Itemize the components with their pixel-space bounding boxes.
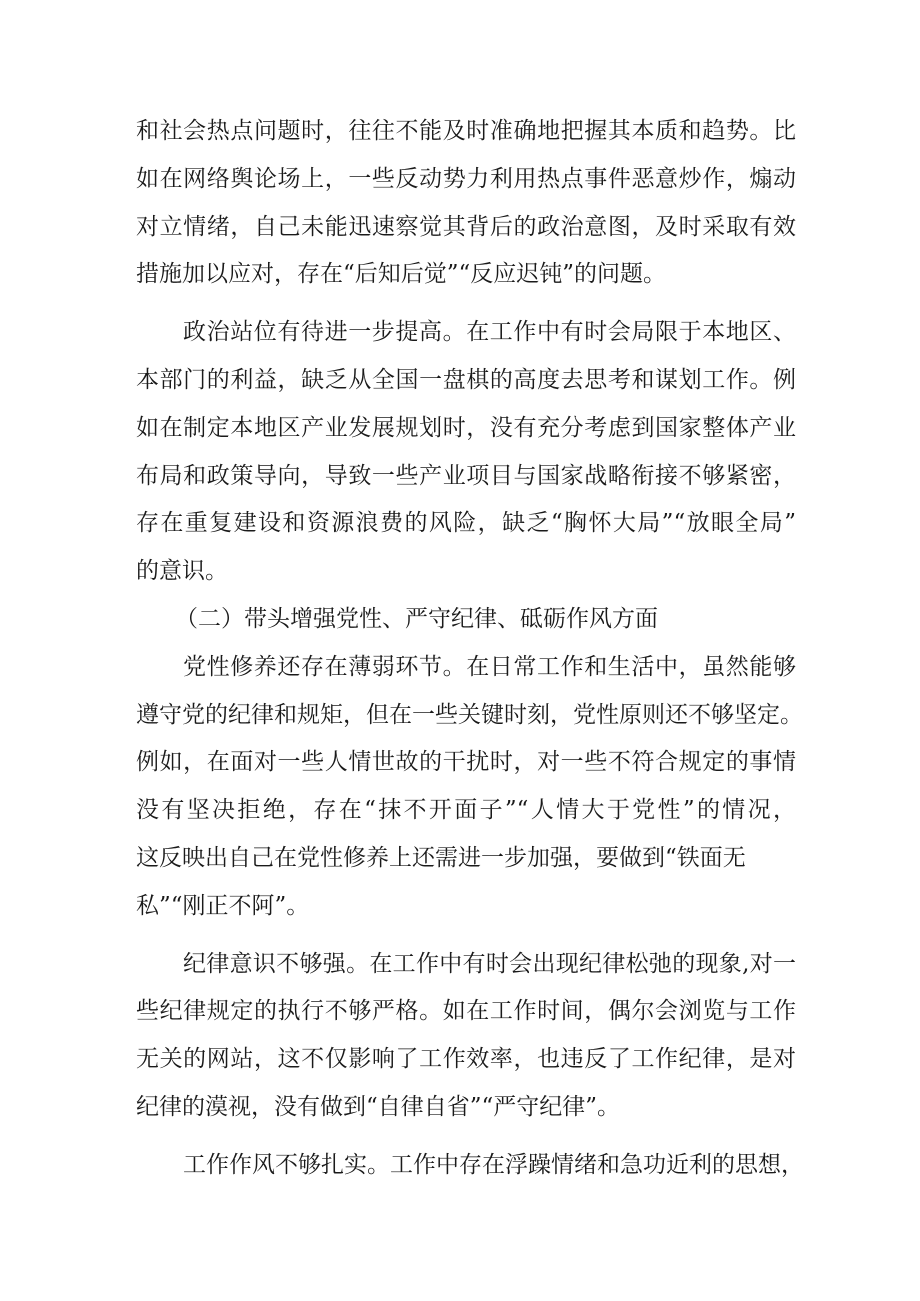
text-line: 党性修养还存在薄弱环节。在日常工作和生活中，虽然能够: [183, 653, 796, 680]
paragraph: [136, 108, 796, 299]
section-heading: （二）带头增强党性、严守纪律、砥砺作风方面: [175, 605, 658, 632]
text-line: 例如，在面对一些人情世故的干扰时，对一些不符合规定的事情: [136, 749, 796, 776]
paragraph: [136, 309, 796, 596]
paragraph: [136, 644, 803, 931]
text-line: 如在网络舆论场上，一些反动势力利用热点事件恶意炒作，煽动: [136, 165, 796, 192]
text-line: 无关的网站，这不仅影响了工作效率，也违反了工作纪律，是对: [136, 1046, 796, 1073]
text-line: 纪律的漠视，没有做到“自律自省”“严守纪律”。: [136, 1093, 621, 1120]
text-line: 纪律意识不够强。在工作中有时会出现纪律松弛的现象,对一: [183, 950, 796, 977]
paragraph-gap: [136, 931, 796, 941]
text-line: 工作作风不够扎实。工作中存在浮躁情绪和急功近利的思想，: [183, 1151, 804, 1178]
text-line: 私”“刚正不阿”。: [136, 892, 310, 919]
paragraph-gap: [136, 1132, 796, 1142]
text-line: 没有坚决拒绝，存在“抹不开面子”“人情大于党性”的情况，: [136, 797, 796, 824]
text-line: 措施加以应对，存在“后知后觉”“反应迟钝”的问题。: [136, 261, 667, 288]
text-line: 本部门的利益，缺乏从全国一盘棋的高度去思考和谋划工作。例: [136, 366, 796, 393]
text-line: 对立情绪，自己未能迅速察觉其背后的政治意图，及时采取有效: [136, 213, 796, 240]
paragraph: [136, 941, 796, 1132]
text-line: 的意识。: [136, 558, 228, 585]
text-line: 布局和政策导向，导致一些产业项目与国家战略衔接不够紧密，: [136, 462, 796, 489]
text-line: 存在重复建设和资源浪费的风险，缺乏“胸怀大局”“放眼全局”: [136, 510, 796, 537]
paragraph-gap: [136, 299, 796, 309]
text-line: 这反映出自己在党性修养上还需进一步加强，要做到“铁面无: [136, 844, 746, 871]
text-line: 遵守党的纪律和规矩，但在一些关键时刻，党性原则还不够坚定。: [136, 701, 803, 728]
text-line: 如在制定本地区产业发展规划时，没有充分考虑到国家整体产业: [136, 414, 796, 441]
text-line: 政治站位有待进一步提高。在工作中有时会局限于本地区、: [183, 319, 796, 346]
text-line: 和社会热点问题时，往往不能及时准确地把握其本质和趋势。比: [136, 118, 796, 144]
document-body: [136, 108, 804, 1190]
paragraph: [136, 1142, 804, 1190]
text-line: 些纪律规定的执行不够严格。如在工作时间，偶尔会浏览与工作: [136, 998, 796, 1025]
